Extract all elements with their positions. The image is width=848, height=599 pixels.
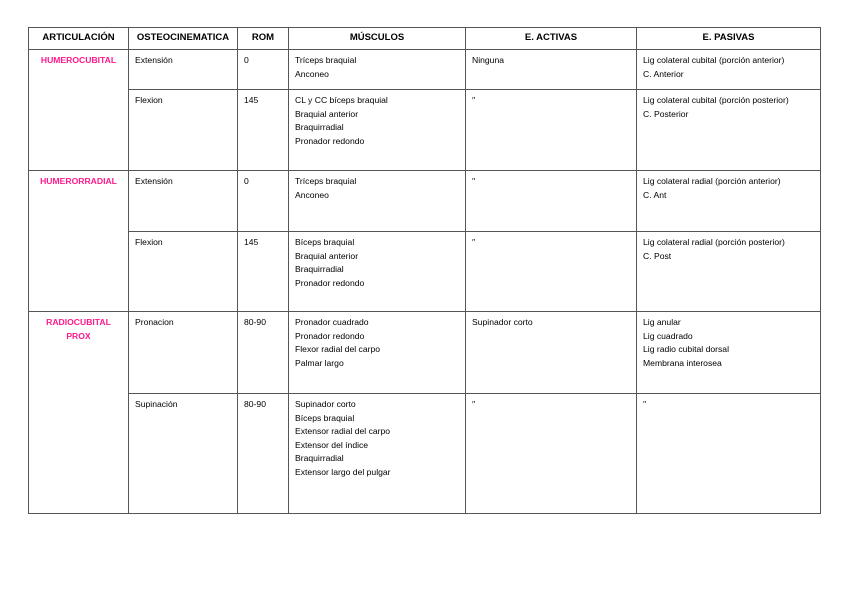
- rom-cell: 145: [238, 232, 289, 312]
- muscle-item: Tríceps braquial: [295, 176, 357, 186]
- joint-label: RADIOCUBITAL: [46, 317, 111, 327]
- pasiva-item: C. Ant: [643, 189, 667, 200]
- muscle-item: CL y CC bíceps braquial: [295, 95, 388, 105]
- header-articulacion: ARTICULACIÓN: [29, 28, 129, 50]
- muscle-item: Palmar largo: [295, 357, 344, 368]
- movement-cell: Pronacion: [129, 312, 238, 394]
- pasiva-item: Lig colateral radial (porción posterior): [643, 237, 785, 247]
- activas-cell: ′′: [466, 232, 637, 312]
- muscle-item: Extensor radial del carpo: [295, 426, 391, 436]
- table-row: [29, 50, 821, 90]
- activas-cell: Supinador corto: [466, 312, 637, 394]
- pasivas-cell: [637, 232, 821, 312]
- pasivas-cell: ′′: [637, 394, 821, 514]
- muscles-cell: [289, 171, 466, 232]
- muscle-item: Pronador cuadrado: [295, 317, 369, 327]
- joint-label: PROX: [66, 330, 91, 341]
- header-osteocinematica: OSTEOCINEMATICA: [129, 28, 238, 50]
- rom-cell: 0: [238, 171, 289, 232]
- muscle-item: Anconeo: [295, 189, 329, 200]
- header-row: [29, 28, 821, 50]
- joint-label: HUMEROCUBITAL: [40, 55, 117, 65]
- pasiva-item: Lig cuadrado: [643, 330, 693, 341]
- muscle-item: Extensor largo del pulgar: [295, 466, 391, 477]
- pasivas-cell: [637, 171, 821, 232]
- muscle-item: Bíceps braquial: [295, 412, 355, 423]
- activas-cell: Ninguna: [466, 50, 637, 90]
- table-row: [29, 90, 821, 171]
- muscle-item: Braquirradial: [295, 122, 344, 132]
- rom-cell: 80-90: [238, 394, 289, 514]
- joint-table: [28, 27, 821, 514]
- pasiva-item: Lig anular: [643, 317, 681, 327]
- header-e-activas: E. ACTIVAS: [466, 28, 637, 50]
- movement-cell: Extensión: [129, 171, 238, 232]
- muscles-cell: [289, 312, 466, 394]
- joint-cell: [29, 50, 129, 171]
- header-rom: ROM: [238, 28, 289, 50]
- muscle-item: Bíceps braquial: [295, 237, 355, 247]
- header-e-pasivas: E. PASIVAS: [637, 28, 821, 50]
- pasiva-item: C. Anterior: [643, 68, 684, 79]
- muscle-item: Flexor radial del carpo: [295, 344, 381, 354]
- muscles-cell: [289, 232, 466, 312]
- pasiva-item: Lig colateral cubital (porción posterior): [643, 95, 789, 105]
- table-row: [29, 394, 821, 514]
- table-row: [29, 171, 821, 232]
- movement-cell: Flexion: [129, 232, 238, 312]
- joint-label: HUMERORRADIAL: [40, 176, 117, 186]
- rom-cell: 0: [238, 50, 289, 90]
- pasivas-cell: [637, 90, 821, 171]
- header-musculos: MÚSCULOS: [289, 28, 466, 50]
- muscle-item: Braquial anterior: [295, 108, 359, 119]
- muscle-item: Tríceps braquial: [295, 55, 357, 65]
- muscles-cell: [289, 394, 466, 514]
- rom-cell: 145: [238, 90, 289, 171]
- pasiva-item: C. Post: [643, 250, 672, 261]
- pasiva-item: Lig radio cubital dorsal: [643, 344, 729, 354]
- movement-cell: Extensión: [129, 50, 238, 90]
- movement-cell: Flexion: [129, 90, 238, 171]
- muscle-item: Anconeo: [295, 68, 329, 79]
- activas-cell: ′′: [466, 171, 637, 232]
- muscles-cell: [289, 90, 466, 171]
- muscle-item: Extensor del índice: [295, 439, 369, 450]
- muscle-item: Braquirradial: [295, 264, 344, 274]
- muscles-cell: [289, 50, 466, 90]
- table-row: [29, 232, 821, 312]
- pasiva-item: Membrana interosea: [643, 357, 722, 368]
- pasiva-item: Lig colateral radial (porción anterior): [643, 176, 781, 186]
- rom-cell: 80-90: [238, 312, 289, 394]
- pasiva-item: Lig colateral cubital (porción anterior): [643, 55, 785, 65]
- table-row: [29, 312, 821, 394]
- movement-cell: Supinación: [129, 394, 238, 514]
- activas-cell: ′′: [466, 90, 637, 171]
- joint-cell: [29, 171, 129, 312]
- pasiva-item: C. Posterior: [643, 108, 689, 119]
- muscle-item: Braquial anterior: [295, 250, 359, 261]
- muscle-item: Pronador redondo: [295, 135, 365, 146]
- muscle-item: Braquirradial: [295, 453, 344, 463]
- muscle-item: Pronador redondo: [295, 330, 365, 341]
- muscle-item: Pronador redondo: [295, 277, 365, 288]
- muscle-item: Supinador corto: [295, 399, 356, 409]
- activas-cell: ′′: [466, 394, 637, 514]
- pasivas-cell: [637, 312, 821, 394]
- joint-cell: [29, 312, 129, 514]
- pasivas-cell: [637, 50, 821, 90]
